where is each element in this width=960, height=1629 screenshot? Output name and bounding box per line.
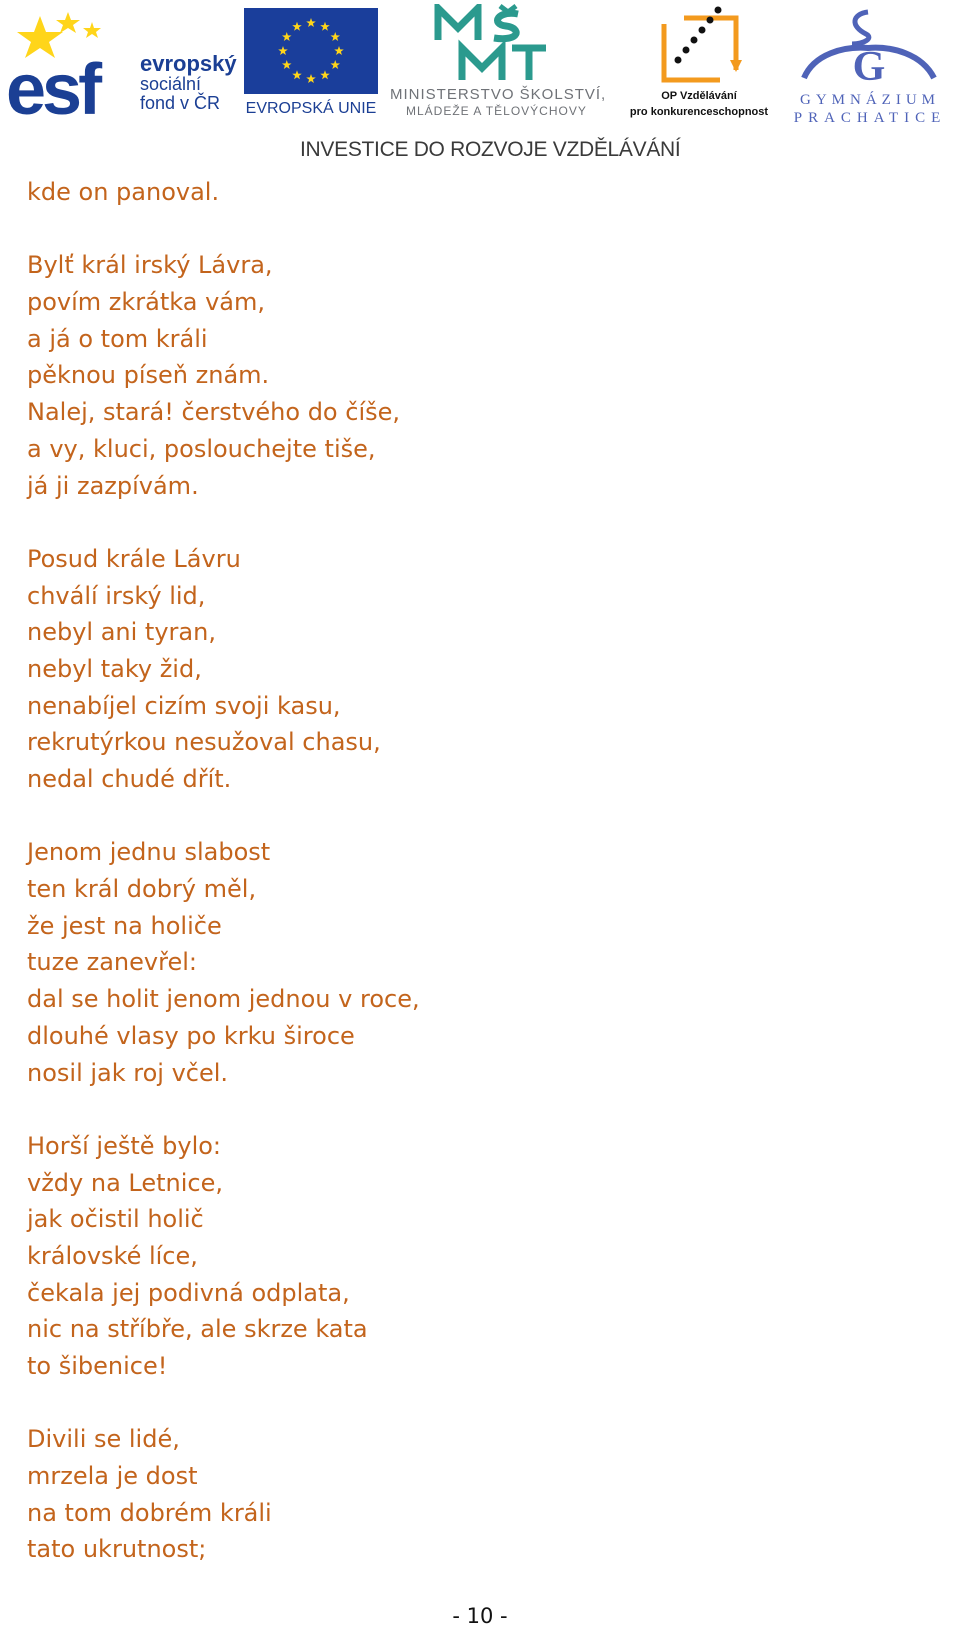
eu-star-icon — [330, 60, 340, 69]
eu-star-icon — [292, 70, 302, 79]
poem-line: ten král dobrý měl, — [27, 875, 257, 904]
stanza-gap — [27, 504, 420, 541]
op-logo — [624, 4, 774, 120]
esf-line2: sociální — [140, 74, 202, 95]
eu-star-icon — [320, 70, 330, 79]
logo-header — [0, 0, 960, 170]
poem-line: a vy, kluci, poslouchejte tiše, — [27, 434, 376, 463]
svg-text:G: G — [852, 44, 886, 88]
poem-line: Jenom jednu slabost — [27, 838, 271, 867]
poem-line: rekrutýrkou nesužoval chasu, — [27, 728, 381, 757]
eu-star-icon — [306, 74, 316, 83]
page-number: - 10 - — [452, 1604, 508, 1628]
esf-logo — [6, 6, 238, 118]
poem-line: jak očistil holič — [27, 1205, 204, 1234]
svg-text:esf: esf — [6, 50, 99, 118]
poem-stanza — [27, 541, 420, 798]
esf-line3: fond v ČR — [140, 92, 221, 113]
poem-line: Bylť král irský Lávra, — [27, 251, 273, 280]
eu-star-icon — [330, 32, 340, 41]
stanza-gap — [27, 211, 420, 248]
poem-line: pěknou píseň znám. — [27, 361, 270, 390]
poem-line: nic na stříbře, ale skrze kata — [27, 1315, 368, 1344]
op-emblem-icon — [654, 4, 744, 84]
esf-wordmark — [140, 52, 237, 113]
poem-stanza — [27, 834, 420, 1091]
poem-line: dlouhé vlasy po krku široce — [27, 1021, 355, 1050]
poem-line: Divili se lidé, — [27, 1425, 180, 1454]
msmt-emblem-icon — [434, 4, 566, 84]
eu-logo — [244, 8, 378, 118]
poem-line: královské líce, — [27, 1241, 198, 1270]
poem-line: dal se holit jenom jednou v roce, — [27, 985, 420, 1014]
poem-line: na tom dobrém králi — [27, 1498, 272, 1527]
poem-stanza — [27, 247, 420, 504]
stanza-gap — [27, 1091, 420, 1128]
gymnazium-emblem-icon — [794, 8, 944, 88]
eu-star-icon — [292, 22, 302, 31]
poem-line: to šibenice! — [27, 1352, 168, 1380]
eu-star-icon — [306, 18, 316, 27]
eu-star-icon — [282, 32, 292, 41]
poem-text — [27, 174, 420, 1568]
poem-stanzas — [27, 247, 420, 1568]
op-line2: pro konkurenceschopnost — [629, 106, 769, 118]
eu-flag-icon — [244, 8, 378, 94]
msmt-line2: MLÁDEŽE A TĚLOVÝCHOVY — [406, 104, 587, 118]
stanza-gap — [27, 798, 420, 835]
eu-label: EVROPSKÁ UNIE — [245, 100, 377, 117]
poem-line: Nalej, stará! čerstvého do číše, — [27, 398, 401, 427]
poem-line: nenabíjel cizím svoji kasu, — [27, 691, 341, 720]
eu-star-icon — [334, 46, 344, 55]
stanza-gap — [27, 1385, 420, 1422]
eu-star-icon — [278, 46, 288, 55]
poem-line: nedal chudé dřít. — [27, 765, 232, 793]
poem-line: mrzela je dost — [27, 1462, 198, 1491]
poem-stanza — [27, 1128, 420, 1385]
poem-line: čekala jej podivná odplata, — [27, 1278, 350, 1307]
poem-line: že jest na holiče — [27, 911, 222, 940]
gymnazium-line1: GYMNÁZIUM — [800, 92, 940, 108]
op-line1: OP Vzdělávání — [661, 90, 737, 102]
poem-line: a já o tom králi — [27, 324, 208, 353]
poem-line: tuze zanevřel: — [27, 948, 197, 977]
poem-line: Posud krále Lávru — [27, 544, 241, 573]
eu-star-icon — [320, 22, 330, 31]
poem-line: vždy na Letnice, — [27, 1168, 224, 1197]
eu-star-icon — [282, 60, 292, 69]
poem-line: já ji zazpívám. — [27, 471, 199, 500]
poem-line: Horší ještě bylo: — [27, 1131, 222, 1160]
poem-line: nebyl ani tyran, — [27, 618, 216, 647]
gymnazium-line2: PRACHATICE — [793, 110, 947, 126]
poem-line: tato ukrutnost; — [27, 1535, 207, 1564]
investice-tagline: INVESTICE DO ROZVOJE VZDĚLÁVÁNÍ — [300, 138, 681, 161]
msmt-logo — [386, 4, 618, 120]
poem-line: nebyl taky žid, — [27, 654, 202, 683]
gymnazium-logo — [784, 8, 956, 126]
esf-line1: evropský — [140, 51, 237, 76]
poem-line: povím zkrátka vám, — [27, 288, 266, 317]
esf-emblem-icon — [6, 10, 136, 118]
poem-stanza — [27, 1421, 420, 1568]
poem-line: chválí irský lid, — [27, 581, 206, 610]
msmt-line1: MINISTERSTVO ŠKOLSTVÍ, — [390, 86, 607, 103]
poem-line: nosil jak roj včel. — [27, 1058, 229, 1087]
poem-opening-line: kde on panoval. — [27, 178, 220, 206]
